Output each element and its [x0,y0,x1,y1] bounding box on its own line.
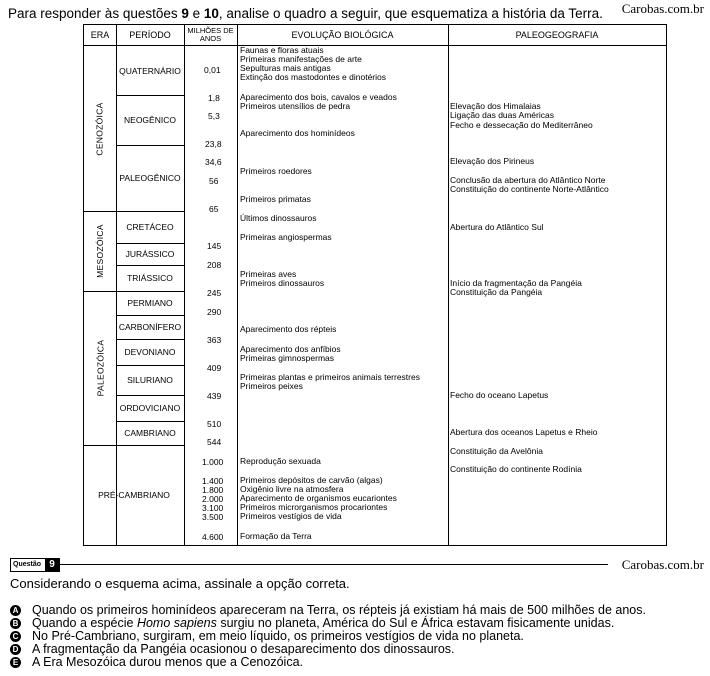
question-label: Questão [13,561,42,568]
bio-text: Aparecimento dos répteis [240,324,337,334]
bio-text: Primeiros peixes [240,381,303,391]
option-text: No Pré-Cambriano, surgiram, em meio líquido, os primeiros vestígios de vida no planeta. [32,629,524,643]
header-milhoes: MILHÕES DE ANOS [187,26,234,43]
option-text: A Era Mesozóica durou menos que a Cenozóica. [32,655,303,669]
option-letter: B [10,618,21,629]
millions-value: 4.600 [202,532,224,542]
bio-text: Reprodução sexuada [240,456,321,466]
millions-value: 3.500 [202,512,224,522]
bio-text: Primeiras angiospermas [240,232,332,242]
option-b[interactable] [10,616,614,630]
paleo-text: Abertura do Atlântico Sul [450,222,544,232]
millions-value: 65 [209,204,219,214]
bio-text: Primeiras aves [240,269,297,279]
site-watermark-bottom: Carobas.com.br [621,557,704,572]
period-cretaceo: CRETÁCEO [126,222,174,232]
option-letter: A [10,605,21,616]
millions-value: 1.800 [202,485,224,495]
bio-text: Aparecimento dos anfíbios [240,344,341,354]
bio-text: Últimos dinossauros [240,213,317,223]
bio-text: Sepulturas mais antigas [240,63,331,73]
option-a[interactable] [10,603,646,617]
option-d[interactable] [10,642,455,656]
bio-text: Primeiros dinossauros [240,278,325,288]
period-paleogenico: PALEOGÊNICO [119,173,181,183]
paleo-text: Constituição da Avelônia [450,446,543,456]
bio-text: Primeiros microrganismos procariontes [240,502,388,512]
millions-value: 5,3 [208,111,220,121]
earth-history-table [83,24,667,546]
bio-text: Primeiras plantas e primeiros animais terrestres [240,372,420,382]
millions-value: 544 [207,437,222,447]
period-triassico: TRIÁSSICO [127,273,173,283]
millions-value: 1.000 [202,457,224,467]
bio-text: Primeiros vestígios de vida [240,511,342,521]
header-era: ERA [90,29,110,40]
bio-text: Primeiros primatas [240,194,311,204]
paleo-text: Constituição do continente Norte-Atlântico [450,184,609,194]
era-pre-cambriano: PRÉ-CAMBRIANO [98,490,170,500]
option-text: Quando os primeiros hominídeos apareceram na Terra, os répteis já existiam há mais de 500 milhões de anos. [32,603,646,617]
question-badge [10,558,60,572]
millions-value: 290 [207,307,222,317]
bio-text: Oxigênio livre na atmosfera [240,484,344,494]
millions-value: 2.000 [202,494,224,504]
bio-text: Primeiros roedores [240,166,312,176]
millions-value: 208 [207,260,222,270]
question-text: Considerando o esquema acima, assinale a opção correta. [10,576,350,591]
period-neogenico: NEOGÊNICO [124,115,176,125]
era-paleozoica: PALEOZÓICA [95,339,106,397]
option-c[interactable] [10,629,524,643]
paleo-text: Fecho do oceano Lapetus [450,390,549,400]
paleo-text: Abertura dos oceanos Lapetus e Rheio [450,427,598,437]
option-e[interactable] [10,655,303,669]
millions-value: 145 [207,241,222,251]
header-periodo: PERÍODO [129,29,171,40]
option-letter: D [10,644,21,655]
bio-text: Primeiros depósitos de carvão (algas) [240,475,383,485]
millions-value: 3.100 [202,503,224,513]
option-text: Quando a espécie Homo sapiens surgiu no planeta, América do Sul e África estavam fisicamente unidas. [32,616,615,630]
paleo-text: Conclusão da abertura do Atlântico Norte [450,175,606,185]
paleo-text: Elevação dos Himalaias [450,101,541,111]
intro-text: Para responder às questões 9 e 10, analise o quadro a seguir, que esquematiza a história da Terra. [8,6,603,21]
millions-value: 0,01 [204,65,221,75]
period-quaternario: QUATERNÁRIO [119,65,181,76]
bio-text: Aparecimento de organismos eucariontes [240,493,397,503]
millions-value: 1.400 [202,476,224,486]
millions-value: 363 [207,335,222,345]
bio-text: Formação da Terra [240,531,312,541]
period-cambriano: CAMBRIANO [124,428,176,438]
paleo-text: Constituição da Pangéia [450,287,543,297]
millions-value: 34,6 [205,157,222,167]
millions-value: 1,8 [208,93,220,103]
paleo-text: Início da fragmentação da Pangéia [450,278,582,288]
bio-text: Extinção dos mastodontes e dinotérios [240,72,387,82]
bio-text: Primeiras gimnospermas [240,353,334,363]
paleo-text: Constituição do continente Rodínia [450,464,582,474]
millions-value: 56 [209,176,219,186]
question-number: 9 [45,559,59,571]
period-siluriano: SILURIANO [127,375,173,385]
header-bio: EVOLUÇÃO BIOLÓGICA [291,29,394,40]
millions-value: 510 [207,419,222,429]
paleo-text: Ligação das duas Américas [450,110,554,120]
millions-value: 439 [207,391,222,401]
bio-text: Faunas e floras atuais [240,45,324,55]
site-watermark-top: Carobas.com.br [621,1,704,16]
millions-value: 245 [207,288,222,298]
era-cenozoica: CENOZÓICA [95,101,106,156]
bio-text: Aparecimento dos hominídeos [240,128,355,138]
period-devoniano: DEVONIANO [124,347,176,357]
option-text: A fragmentação da Pangéia ocasionou o desaparecimento dos dinossauros. [32,642,455,656]
bio-text: Primeiras manifestações de arte [240,54,362,64]
period-permiano: PERMIANO [127,298,173,308]
option-letter: C [10,631,21,642]
header-paleo: PALEOGEOGRAFIA [515,29,599,40]
period-carbonifero: CARBONÍFERO [118,322,182,332]
paleo-text: Fecho e dessecação do Mediterrâneo [450,120,593,130]
option-letter: E [10,657,21,668]
period-jurassico: JURÁSSICO [125,249,175,259]
era-mesozoica: MESOZÓICA [95,224,105,278]
paleo-text: Elevação dos Pirineus [450,156,535,166]
millions-value: 409 [207,363,222,373]
bio-text: Aparecimento dos bois, cavalos e veados [240,92,397,102]
millions-value: 23,8 [205,139,222,149]
bio-text: Primeiros utensílios de pedra [240,101,351,111]
divider [60,564,608,565]
period-ordoviciano: ORDOVICIANO [119,403,181,413]
